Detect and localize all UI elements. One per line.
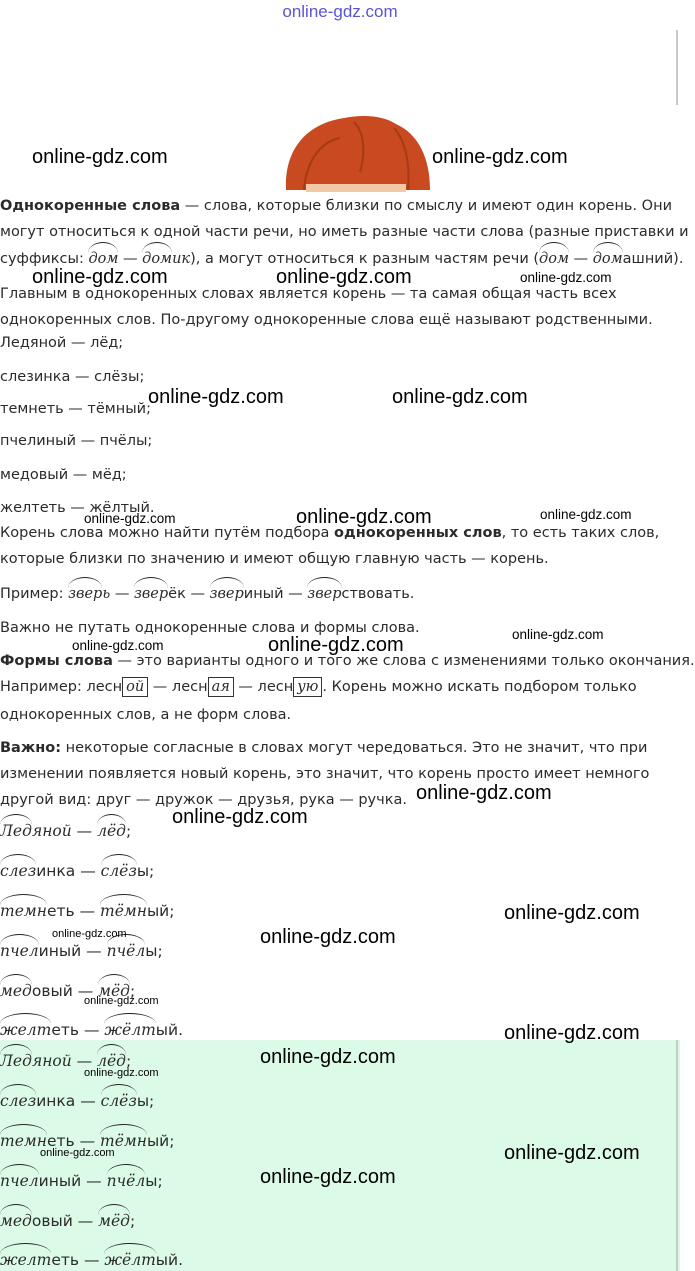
forms-line-2: Например: лесн ой — лесн ая — лесн ую . Корень можно искать подбором только [0,679,637,695]
right-edge-line [676,1040,678,1271]
plain-list-item: медовый — мёд; [0,467,127,483]
marked-list-item: слезинка — слёзы; [0,862,155,880]
watermark: online-gdz.com [504,1142,640,1164]
watermark: online-gdz.com [32,146,168,168]
marked-list-item: темнеть — тёмный; [0,902,175,920]
watermark: online-gdz.com [260,1166,396,1188]
marked-list-item: темнеть — тёмный; [0,1132,175,1150]
marked-list-item: пчелиный — пчёлы; [0,942,163,960]
watermark: online-gdz.com [504,902,640,924]
example-line: Пример: зверь — зверёк — звериный — зверствовать. [0,583,414,605]
watermark: online-gdz.com [520,270,612,285]
watermark: online-gdz.com [84,511,176,526]
watermark: online-gdz.com [52,928,127,940]
watermark: online-gdz.com [512,627,604,642]
marked-list-item: слезинка — слёзы; [0,1092,155,1110]
plain-list-item: слезинка — слёзы; [0,369,145,385]
watermark: online-gdz.com [84,995,159,1007]
important-line-3: другой вид: друг — дружок — друзья, рука — ручка. [0,792,407,808]
para2-line-1: Главным в однокоренных словах является корень — та самая общая часть всех [0,286,617,302]
marked-list-item: желтеть — жёлтый. [0,1251,184,1269]
plain-list-item: темнеть — тёмный; [0,401,151,417]
marked-list-item: медовый — мёд; [0,1212,136,1230]
watermark: online-gdz.com [40,1147,115,1159]
watermark: online-gdz.com [296,506,432,528]
watermark: online-gdz.com [276,266,412,288]
definition-line-1: Однокоренные слова — слова, которые близки по смыслу и имеют один корень. Они [0,198,672,214]
important-line-2: изменении появляется новый корень, это значит, что корень просто имеет немного [0,766,650,782]
forms-line-1: Формы слова — это варианты одного и того же слова с изменениями только окончания. [0,653,695,669]
watermark: online-gdz.com [84,1067,159,1079]
definition-line-2: могут относиться к одной части речи, но иметь разные части слова (разные приставки и [0,224,689,240]
watermark: online-gdz.com [416,782,552,804]
important-line-1: Важно: некоторые согласные в словах могут чередоваться. Это не значит, что при [0,740,648,756]
watermark: online-gdz.com [504,1022,640,1044]
watermark: online-gdz.com [260,1046,396,1068]
forms-line-3: однокоренных слов, а не форм слова. [0,707,292,723]
watermark: online-gdz.com [32,266,168,288]
watermark: online-gdz.com [540,507,632,522]
para3-line-1: Корень слова можно найти путём подбора однокоренных слов, то есть таких слов, [0,525,660,541]
plain-list-item: Ледяной — лёд; [0,335,124,351]
watermark: online-gdz.com [268,634,404,656]
right-edge-line [676,30,678,105]
marked-list-item: медовый — мёд; [0,982,136,1000]
para4: Важно не путать однокоренные слова и формы слова. [0,620,420,636]
para2-line-2: однокоренных слов. По-другому однокоренные слова ещё называют родственными. [0,312,653,328]
marked-list-item: Ледяной — лёд; [0,822,132,840]
watermark: online-gdz.com [148,386,284,408]
watermark: online-gdz.com [172,806,308,828]
watermark: online-gdz.com [72,638,164,653]
top-watermark: online-gdz.com [282,2,398,21]
plain-list-item: желтеть — жёлтый. [0,500,155,516]
plain-list-item: пчелиный — пчёлы; [0,433,153,449]
marked-list-item: желтеть — жёлтый. [0,1021,184,1039]
watermark: online-gdz.com [392,386,528,408]
watermark: online-gdz.com [432,146,568,168]
marked-list-item: пчелиный — пчёлы; [0,1172,163,1190]
watermark: online-gdz.com [260,926,396,948]
marked-list-item: Ледяной — лёд; [0,1052,132,1070]
character-hair-illustration [284,112,432,192]
para3-line-2: которые близки по значению и имеют общую главную часть — корень. [0,551,549,567]
definition-line-3: суффиксы: дом — домик), а могут относиться к разным частям речи (дом — домашний). [0,248,683,270]
